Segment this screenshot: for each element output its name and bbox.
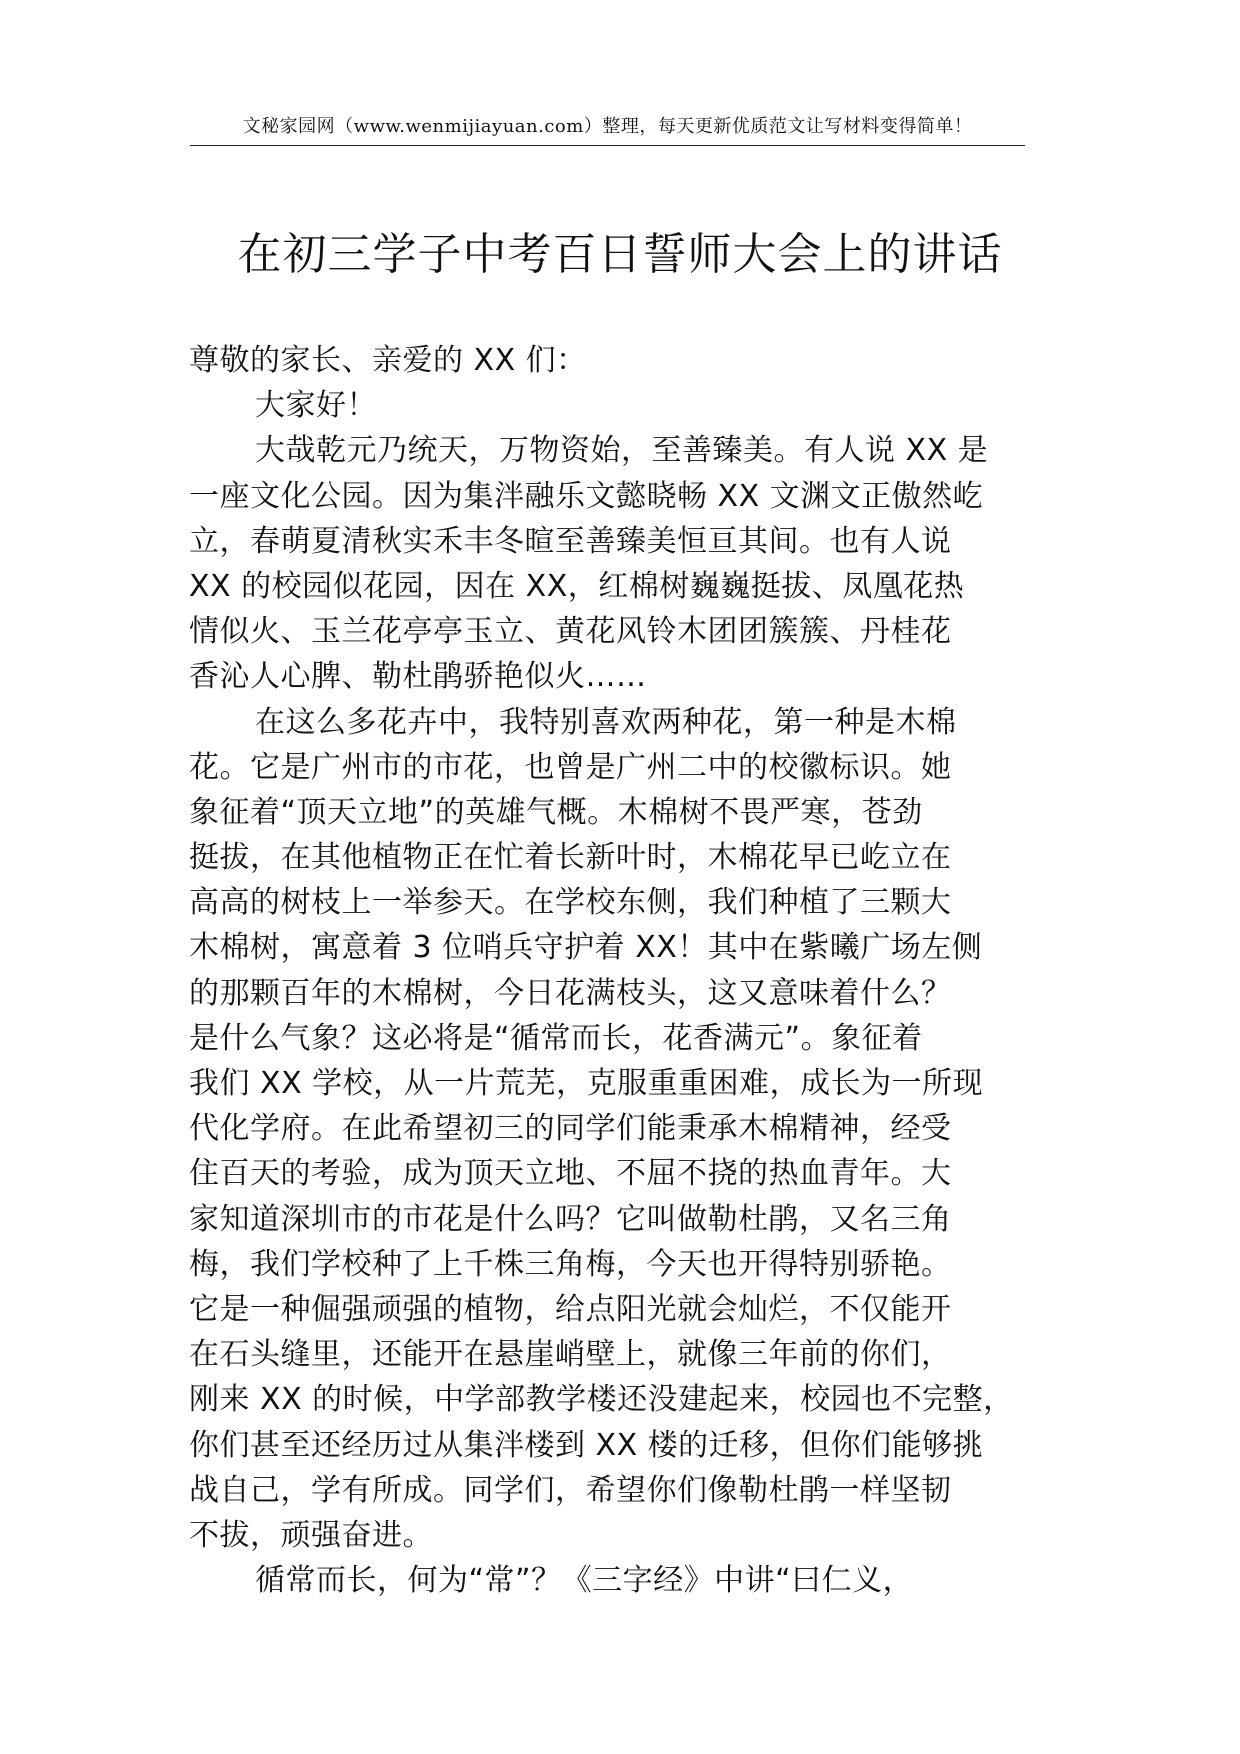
body-line: 象征着“顶天立地”的英雄气概。木棉树不畏严寒，苍劲 xyxy=(189,794,923,830)
header-divider xyxy=(190,145,1025,146)
body-line: 梅，我们学校种了上千株三角梅，今天也开得特别骄艳。 xyxy=(189,1246,952,1282)
body-line: 花。它是广州市的市花，也曾是广州二中的校徽标识。她 xyxy=(189,749,952,785)
body-line: 一座文化公园。因为集泮融乐文懿晓畅 XX 文渊文正傲然屹 xyxy=(189,478,984,514)
body-line: XX 的校园似花园，因在 XX，红棉树巍巍挺拔、凤凰花热 xyxy=(189,568,965,604)
body-line: 是什么气象？这必将是“循常而长，花香满元”。象征着 xyxy=(189,1020,923,1056)
page-header-text: 文秘家园网（www.wenmijiayuan.com）整理，每天更新优质范文让写材料变得简单！ xyxy=(242,116,973,137)
greeting-line: 大家好！ xyxy=(255,388,377,424)
body-line: 的那颗百年的木棉树，今日花满枝头，这又意味着什么？ xyxy=(189,975,952,1011)
body-line: 你们甚至还经历过从集泮楼到 XX 楼的迁移，但你们能够挑 xyxy=(189,1427,984,1463)
body-line: 家知道深圳市的市花是什么吗？它叫做勒杜鹃，又名三角 xyxy=(189,1201,952,1237)
body-line: 在这么多花卉中，我特别喜欢两种花，第一种是木棉 xyxy=(255,704,957,740)
document-title: 在初三学子中考百日誓师大会上的讲话 xyxy=(237,229,1003,280)
body-line: 高高的树枝上一举参天。在学校东侧，我们种植了三颗大 xyxy=(189,885,952,921)
body-line: 情似火、玉兰花亭亭玉立、黄花风铃木团团簇簇、丹桂花 xyxy=(189,614,952,650)
body-line: 立，春萌夏清秋实禾丰冬暄至善臻美恒亘其间。也有人说 xyxy=(189,523,952,559)
document-body xyxy=(189,338,1089,1603)
body-line: 住百天的考验，成为顶天立地、不屈不挠的热血青年。大 xyxy=(189,1156,952,1192)
salutation-line: 尊敬的家长、亲爱的 XX 们： xyxy=(189,343,587,378)
body-line: 我们 XX 学校，从一片荒芜，克服重重困难，成长为一所现 xyxy=(189,1066,984,1101)
body-line: 战自己，学有所成。同学们，希望你们像勒杜鹃一样坚韧 xyxy=(189,1472,952,1508)
body-line: 香沁人心脾、勒杜鹃骄艳似火…… xyxy=(189,659,647,695)
body-line: 大哉乾元乃统天，万物资始，至善臻美。有人说 XX 是 xyxy=(255,433,989,469)
body-line: 在石头缝里，还能开在悬崖峭壁上，就像三年前的你们， xyxy=(189,1337,952,1373)
body-line: 刚来 XX 的时候，中学部教学楼还没建起来，校园也不完整， xyxy=(189,1382,1014,1418)
body-line: 循常而长，何为“常”？《三字经》中讲“曰仁义， xyxy=(255,1563,914,1599)
body-line: 挺拔，在其他植物正在忙着长新叶时，木棉花早已屹立在 xyxy=(189,840,952,876)
body-line: 代化学府。在此希望初三的同学们能秉承木棉精神，经受 xyxy=(189,1111,952,1147)
body-line: 木棉树，寓意着 3 位哨兵守护着 XX！其中在紫曦广场左侧 xyxy=(189,930,983,966)
body-line: 不拔，顽强奋进。 xyxy=(189,1517,433,1553)
body-line: 它是一种倔强顽强的植物，给点阳光就会灿烂，不仅能开 xyxy=(189,1291,952,1327)
